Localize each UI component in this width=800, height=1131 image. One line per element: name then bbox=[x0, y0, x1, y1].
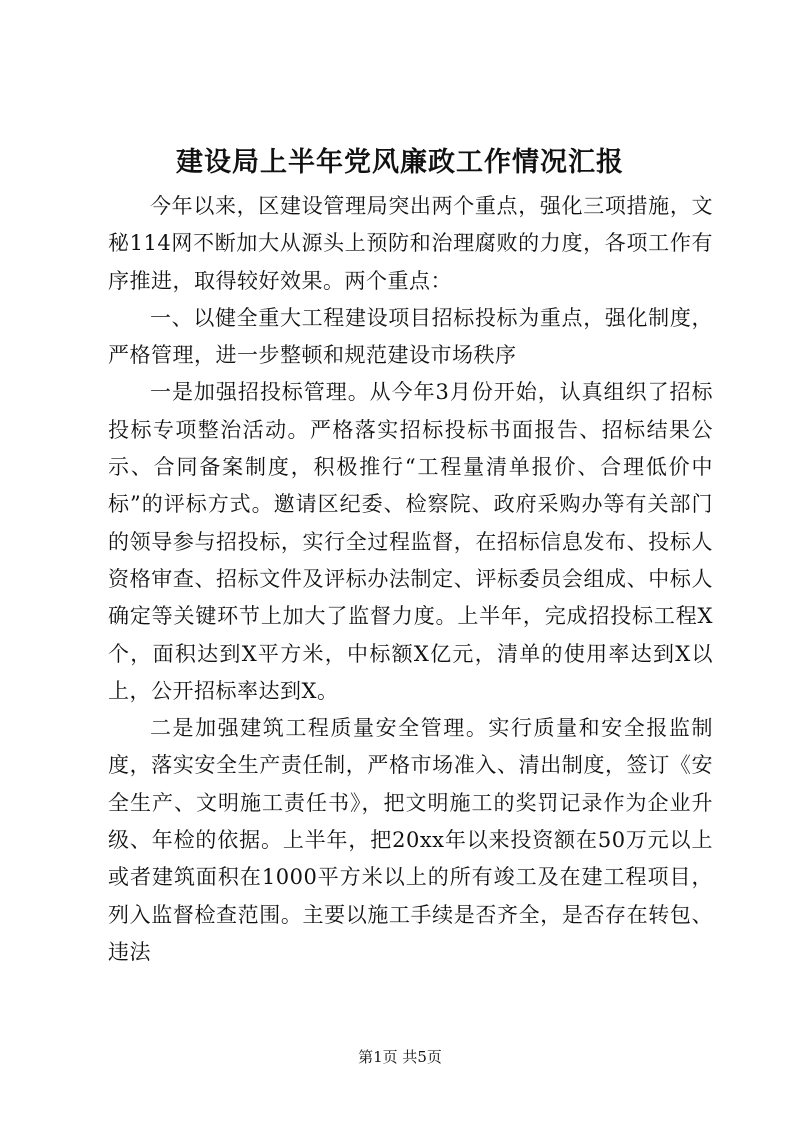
paragraph-section-heading: 一、以健全重大工程建设项目招标投标为重点，强化制度，严格管理，进一步整顿和规范建设市场秩序 bbox=[108, 305, 713, 368]
document-body bbox=[108, 188, 713, 971]
paragraph-quality-safety: 二是加强建筑工程质量安全管理。实行质量和安全报监制度，落实安全生产责任制，严格市场准入、清出制度，签订《安全生产、文明施工责任书》，把文明施工的奖罚记录作为企业升级、年检的依据。上半年，把20xx年以来投资额在50万元以上或者建筑面积在1000平方米以上的所有竣工及在建工程项目，列入监督检查范围。主要以施工手续是否齐全，是否存在转包、违法 bbox=[108, 716, 713, 964]
paragraph-intro: 今年以来，区建设管理局突出两个重点，强化三项措施，文秘114网不断加大从源头上预防和治理腐败的力度，各项工作有序推进，取得较好效果。两个重点： bbox=[108, 194, 713, 293]
paragraph-bidding-management: 一是加强招投标管理。从今年3月份开始，认真组织了招标投标专项整治活动。严格落实招标投标书面报告、招标结果公示、合同备案制度，积极推行“工程量清单报价、合理低价中标”的评标方式。邀请区纪委、检察院、政府采购办等有关部门的领导参与招投标，实行全过程监督，在招标信息发布、投标人资格审查、招标文件及评标办法制定、评标委员会组成、中标人确定等关键环节上加大了监督力度。上半年，完成招投标工程X个，面积达到X平方米，中标额X亿元，清单的使用率达到X以上，公开招标率达到X。 bbox=[108, 380, 713, 703]
document-title: 建设局上半年党风廉政工作情况汇报 bbox=[176, 147, 624, 178]
page-number-footer: 第1页 共5页 bbox=[358, 1048, 442, 1066]
